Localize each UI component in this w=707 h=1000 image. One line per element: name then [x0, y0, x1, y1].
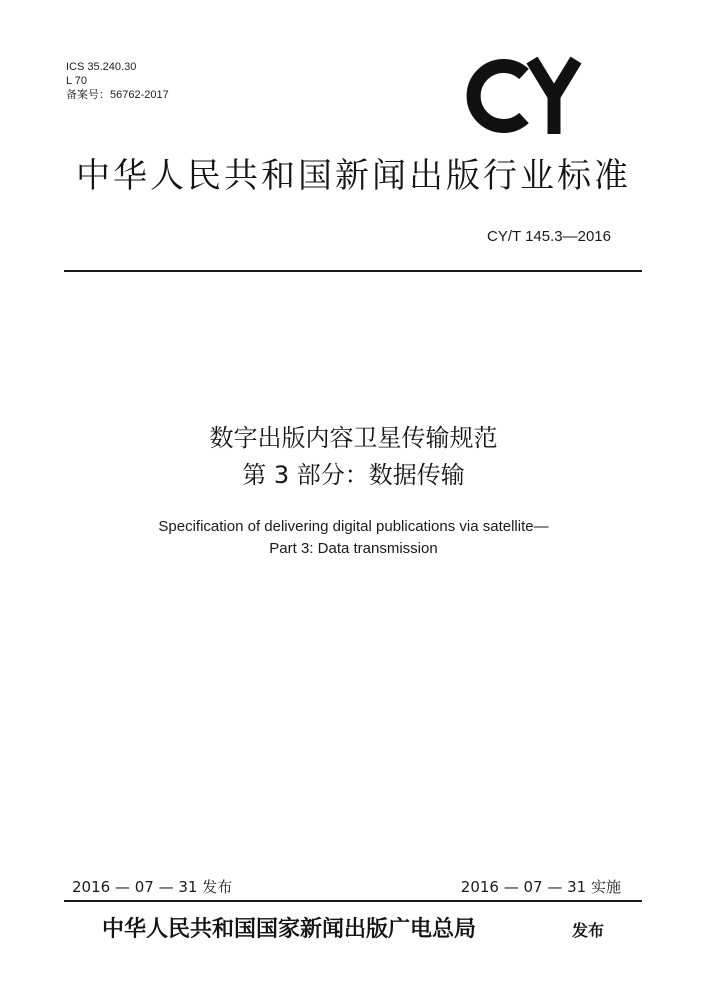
cy-logo	[458, 56, 603, 136]
record-number: 备案号：56762-2017	[66, 89, 169, 101]
publisher-suffix: 发布	[572, 921, 605, 940]
ccs-code: L 70	[66, 75, 88, 87]
standard-number: CY/T 145.3—2016	[487, 228, 611, 245]
english-title-line-2: Part 3: Data transmission	[269, 540, 438, 557]
footer-divider	[64, 900, 642, 902]
chinese-title-line-1: 数字出版内容卫星传输规范	[209, 424, 498, 452]
ics-code: ICS 35.240.30	[66, 61, 137, 73]
english-title-line-1: Specification of delivering digital publications via satellite—	[158, 518, 549, 535]
publisher-name: 中华人民共和国国家新闻出版广电总局	[102, 917, 477, 942]
header-divider	[64, 270, 642, 272]
implementation-date: 2016 — 07 — 31 实施	[460, 878, 621, 896]
standard-category-title: 中华人民共和国新闻出版行业标准	[76, 156, 631, 196]
issue-date: 2016 — 07 — 31 发布	[72, 878, 233, 896]
classification-block	[66, 60, 169, 102]
chinese-title-line-2: 第 3 部分：数据传输	[242, 461, 465, 489]
